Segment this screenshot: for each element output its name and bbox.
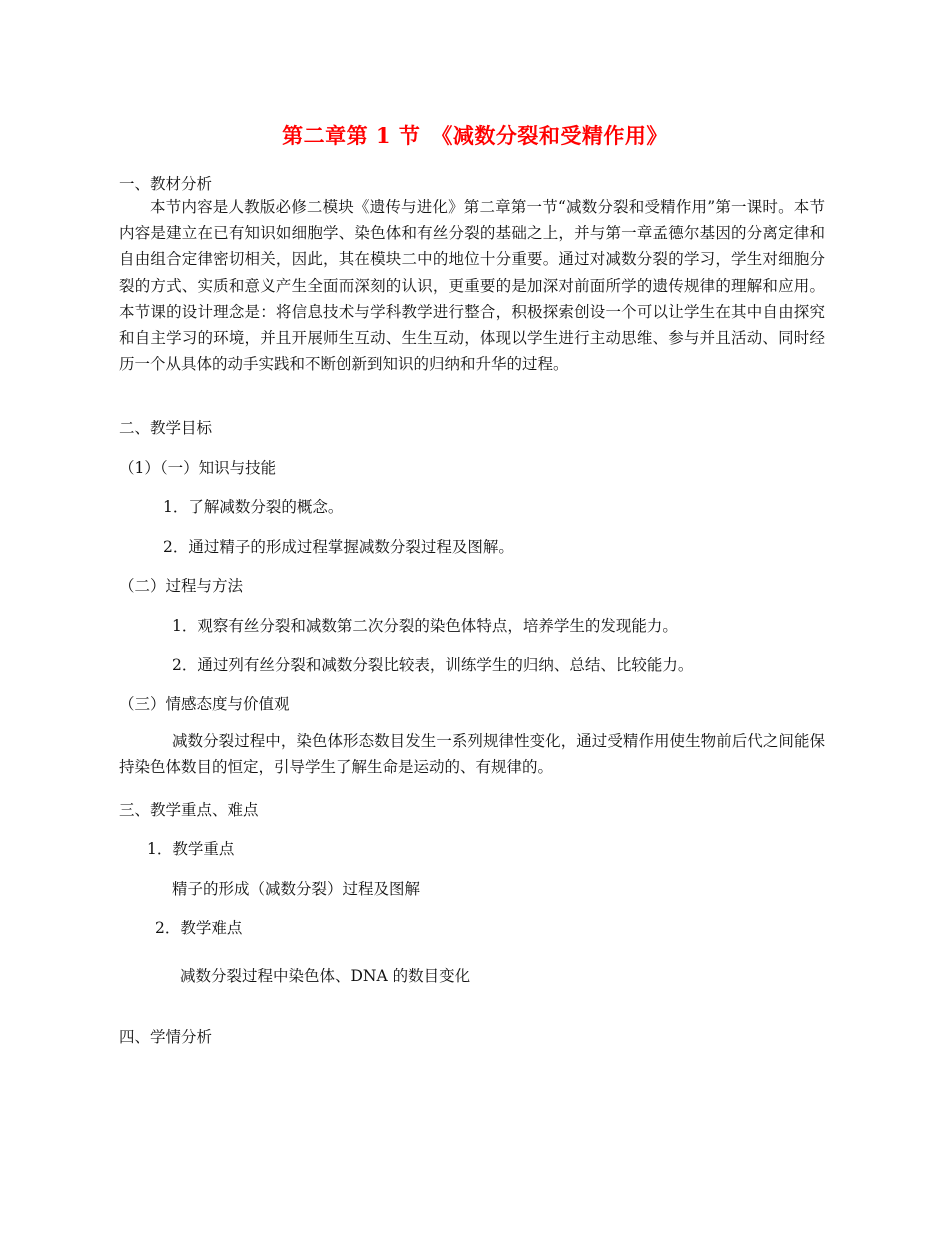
section-1-paragraph: 本节内容是人教版必修二模块《遗传与进化》第二章第一节“减数分裂和受精作用”第一课时。本节内容是建立在已有知识如细胞学、染色体和有丝分裂的基础之上，并与第一章孟德尔基因的分离定律和自由组合定律密切相关，因此，其在模块二中的地位十分重要。通过对减数分裂的学习，学生对细胞分裂的方式、实质和意义产生全面而深刻的认识，更重要的是加深对前面所学的遗传规律的理解和应用。本节课的设计理念是：将信息技术与学科教学进行整合，积极探索创设一个可以让学生在其中自由探究和自主学习的环境，并且开展师生互动、生生互动，体现以学生进行主动思维、参与并且活动、同时经历一个从具体的动手实践和不断创新到知识的归纳和升华的过程。 xyxy=(119,198,825,374)
knowledge-item-2: 2．通过精子的形成过程掌握减数分裂过程及图解。 xyxy=(163,538,514,556)
attitude-paragraph: 减数分裂过程中，染色体形态数目发生一系列规律性变化，通过受精作用使生物前后代之间能保持染色体数目的恒定，引导学生了解生命是运动的、有规律的。 xyxy=(119,732,825,777)
key-point-label: 1．教学重点 xyxy=(147,840,235,858)
section-heading-2: 二、教学目标 xyxy=(119,419,213,437)
subsection-knowledge-skills: （1）（一）知识与技能 xyxy=(119,459,277,477)
key-point-text: 精子的形成（减数分裂）过程及图解 xyxy=(172,880,421,898)
subsection-process-method: （二）过程与方法 xyxy=(119,577,244,595)
difficulty-text: 减数分裂过程中染色体、DNA 的数目变化 xyxy=(180,967,471,985)
document-title: 第二章第 1 节 《减数分裂和受精作用》 xyxy=(282,123,668,148)
subsection-attitude-values: （三）情感态度与价值观 xyxy=(119,695,290,713)
section-heading-4: 四、学情分析 xyxy=(119,1028,213,1046)
section-heading-3: 三、教学重点、难点 xyxy=(119,801,259,819)
difficulty-label: 2．教学难点 xyxy=(155,919,243,937)
process-item-1: 1．观察有丝分裂和减数第二次分裂的染色体特点，培养学生的发现能力。 xyxy=(172,617,678,635)
process-item-2: 2．通过列有丝分裂和减数分裂比较表，训练学生的归纳、总结、比较能力。 xyxy=(172,656,694,674)
knowledge-item-1: 1．了解减数分裂的概念。 xyxy=(163,498,344,516)
section-heading-1: 一、教材分析 xyxy=(119,175,213,193)
